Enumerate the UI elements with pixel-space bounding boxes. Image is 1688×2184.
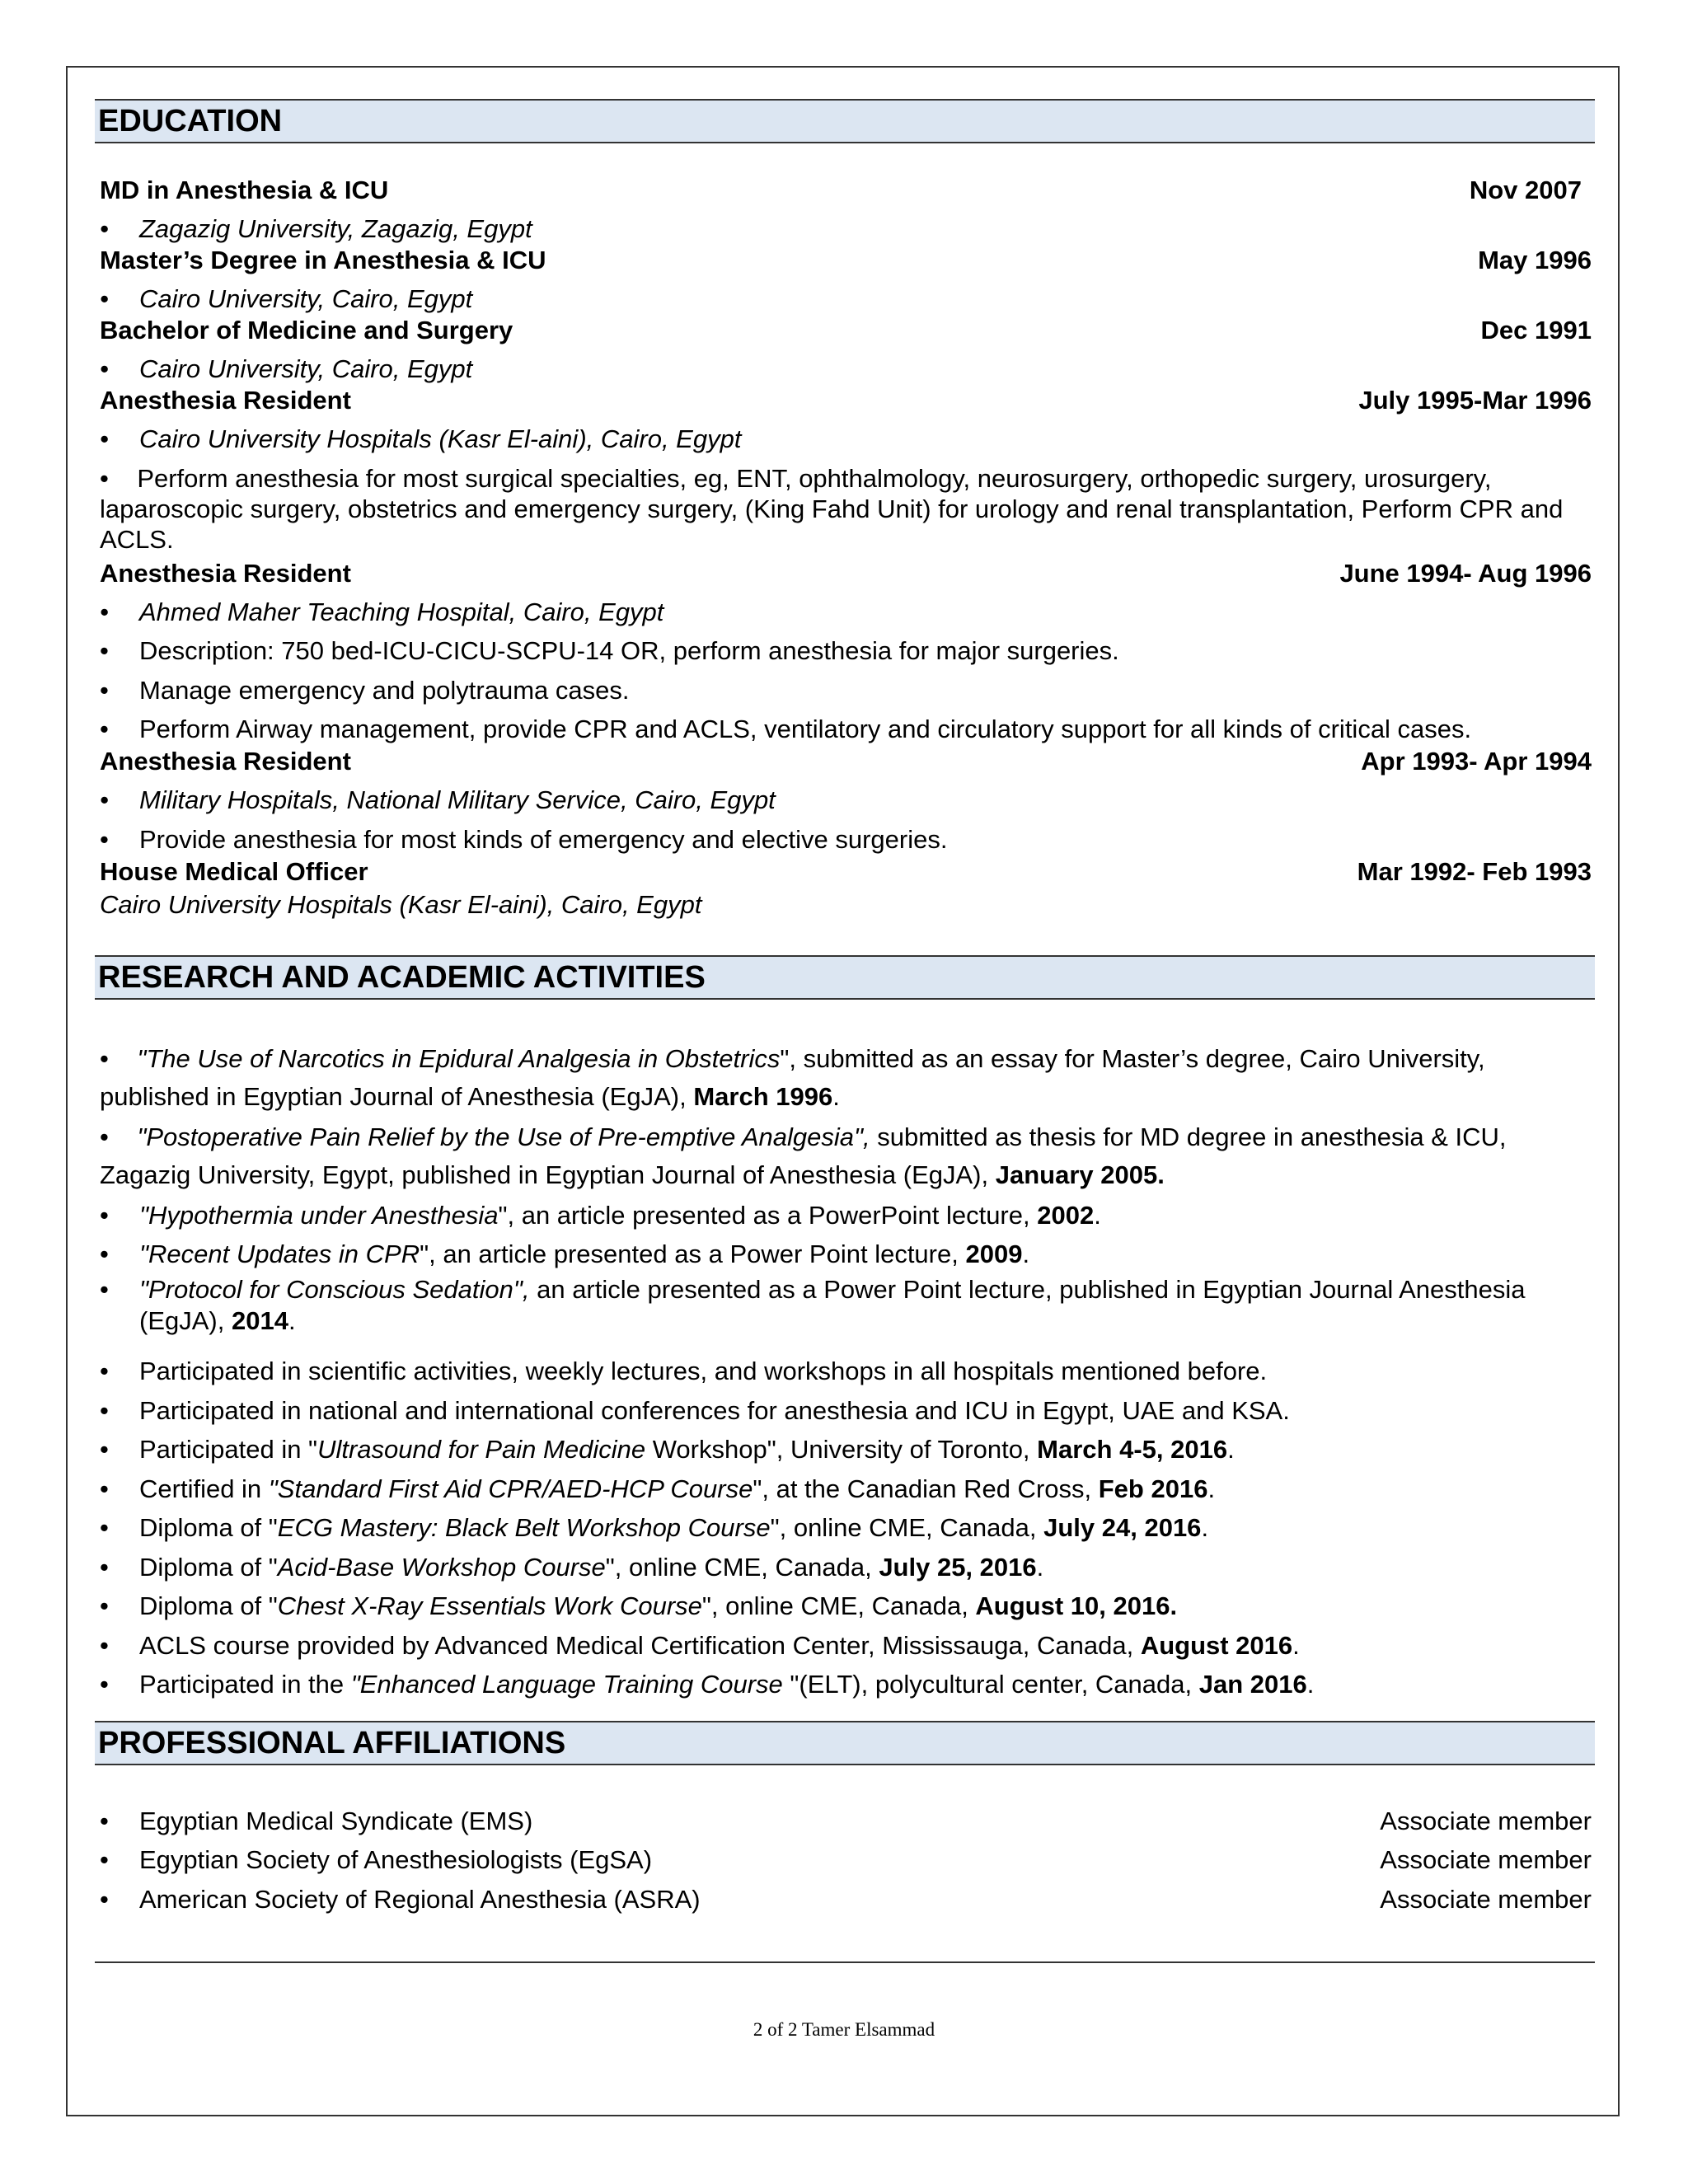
- research-item: • Participated in the "Enhanced Language Training Course "(ELT), polycultural center, Canada, Jan 2016.: [100, 1670, 1315, 1699]
- edu-title: Master’s Degree in Anesthesia & ICU May 1996: [100, 246, 1592, 274]
- edu-title: Anesthesia Resident June 1994- Aug 1996: [100, 559, 1592, 588]
- research-header: RESEARCH AND ACADEMIC ACTIVITIES: [95, 955, 1595, 1000]
- research-item: • "Postoperative Pain Relief by the Use of Pre-emptive Analgesia", submitted as thesis for MD degree in anesthesia & ICU, Zagazig University, Egypt, published in Egyptian Journal of Anesthesia (EgJA), January 2005.: [100, 1122, 1507, 1189]
- education-header: EDUCATION: [95, 99, 1595, 143]
- research-item: • "Recent Updates in CPR", an article presented as a Power Point lecture, 2009.: [100, 1240, 1030, 1268]
- research-item: • Participated in scientific activities, weekly lectures, and workshops in all hospitals mentioned before.: [100, 1357, 1268, 1385]
- research-item: • Participated in national and international conferences for anesthesia and ICU in Egypt, UAE and KSA.: [100, 1396, 1290, 1425]
- research-item: • Diploma of "ECG Mastery: Black Belt Workshop Course", online CME, Canada, July 24, 2016.: [100, 1513, 1209, 1542]
- bottom-rule: [95, 1961, 1595, 1963]
- research-item: • "Protocol for Conscious Sedation", an article presented as a Power Point lecture, published in Egyptian Journal Anesthesia (EgJA), 2014.: [100, 1275, 1526, 1335]
- research-item: • ACLS course provided by Advanced Medical Certification Center, Mississauga, Canada, August 2016.: [100, 1631, 1300, 1660]
- research-item: • "The Use of Narcotics in Epidural Analgesia in Obstetrics", submitted as an essay for Master’s degree, Cairo University, published in Egyptian Journal of Anesthesia (EgJA), March 1996.: [100, 1044, 1485, 1111]
- page-footer: 2 of 2 Tamer Elsammad: [753, 2019, 935, 2040]
- edu-place: Cairo University Hospitals (Kasr El-aini), Cairo, Egypt: [100, 890, 702, 919]
- edu-title: Anesthesia Resident July 1995-Mar 1996: [100, 386, 1592, 415]
- research-item: • Participated in "Ultrasound for Pain Medicine Workshop", University of Toronto, March 4-5, 2016.: [100, 1435, 1235, 1464]
- edu-title: Anesthesia Resident Apr 1993- Apr 1994: [100, 747, 1592, 776]
- edu-title: House Medical Officer Mar 1992- Feb 1993: [100, 857, 1592, 886]
- research-item: • Diploma of "Acid-Base Workshop Course", online CME, Canada, July 25, 2016.: [100, 1553, 1044, 1582]
- affiliations-header: PROFESSIONAL AFFILIATIONS: [95, 1721, 1595, 1765]
- research-item: • Certified in "Standard First Aid CPR/AED-HCP Course", at the Canadian Red Cross, Feb 2016.: [100, 1474, 1216, 1503]
- edu-bullet: • Perform anesthesia for most surgical specialties, eg, ENT, ophthalmology, neurosurgery, orthopedic surgery, urosurgery, laparoscopic surgery, obstetrics and emergency surgery, (King Fahd Unit) for urology and renal transplantation, Perform CPR and ACLS.: [100, 464, 1564, 554]
- research-item: • "Hypothermia under Anesthesia", an article presented as a PowerPoint lecture, 2002.: [100, 1201, 1101, 1230]
- edu-title: MD in Anesthesia & ICU Nov 2007: [100, 176, 1582, 204]
- edu-title: Bachelor of Medicine and Surgery Dec 1991: [100, 316, 1592, 344]
- research-item: • Diploma of "Chest X-Ray Essentials Work Course", online CME, Canada, August 10, 2016.: [100, 1591, 1178, 1620]
